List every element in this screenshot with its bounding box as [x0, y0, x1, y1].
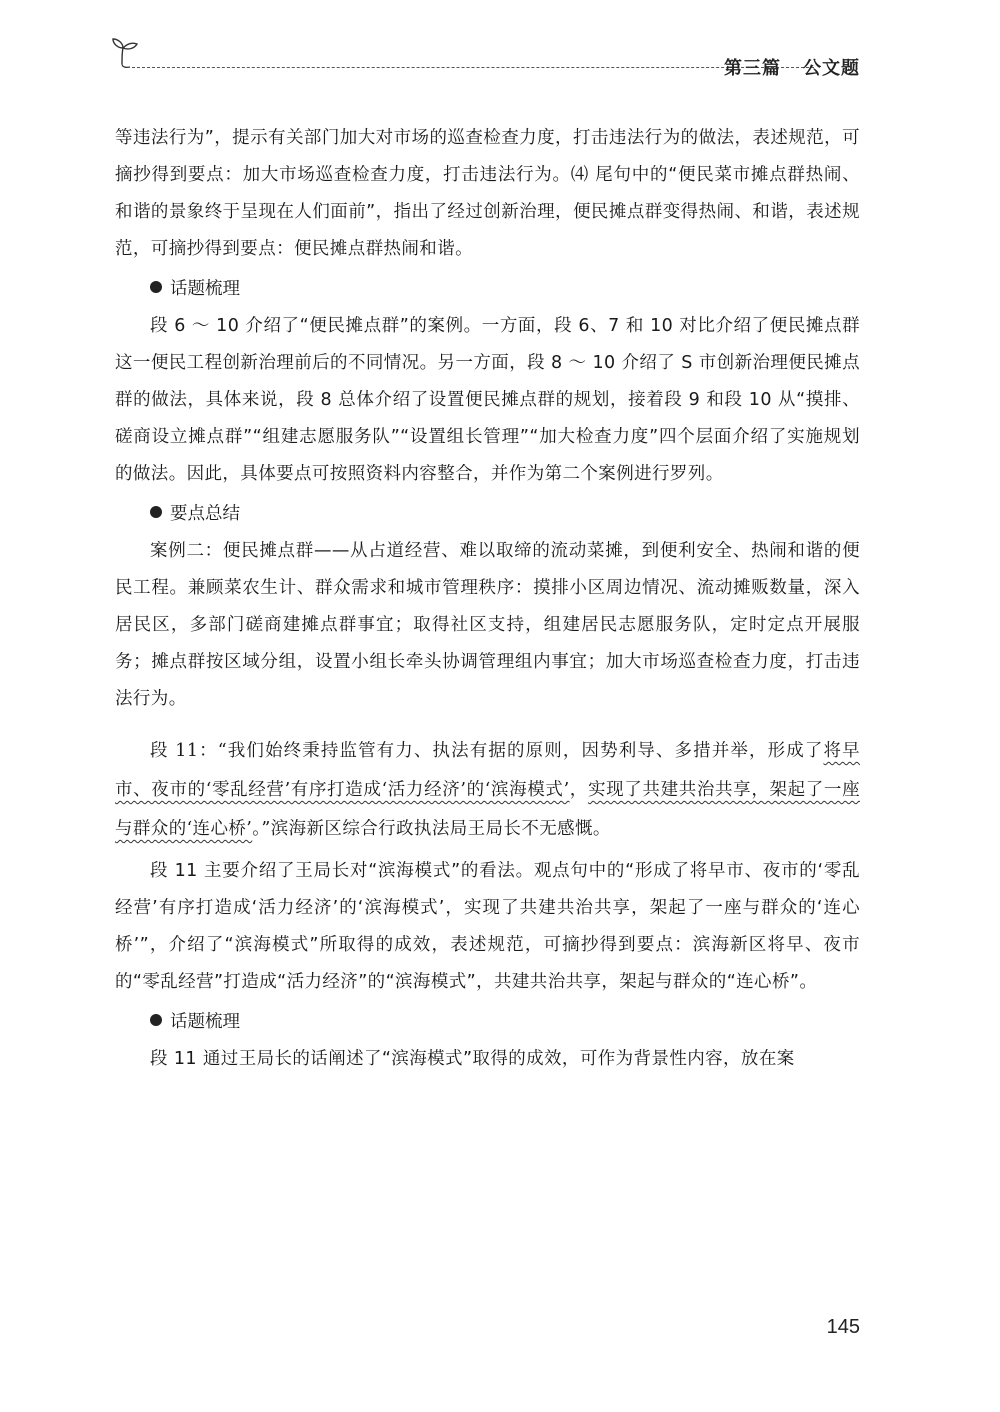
- bullet-icon: [150, 1014, 162, 1026]
- quote-underlined-2: 实现了共建共治共享，架起了一座与群众的‘连心桥’: [115, 780, 860, 839]
- quote-suffix: 。”滨海新区综合行政执法局王局长不无感慨。: [252, 819, 611, 839]
- bullet-label: 话题梳理: [170, 1012, 240, 1032]
- running-header: [110, 28, 860, 78]
- bullet-icon: [150, 281, 162, 293]
- bullet-label: 话题梳理: [170, 279, 240, 299]
- bullet-label: 要点总结: [170, 504, 240, 524]
- quote-mid: ，: [569, 780, 588, 800]
- main-text: [115, 120, 860, 1078]
- quoted-passage: [115, 732, 860, 849]
- part-label: 第三篇: [724, 58, 781, 79]
- page-number: 145: [826, 1316, 860, 1338]
- paragraph-case-two: 案例二：便民摊点群——从占道经营、难以取缔的流动菜摊，到便利安全、热闹和谐的便民工程。兼顾菜农生计、群众需求和城市管理秩序：摸排小区周边情况、流动摊贩数量，深入居民区，多部门磋商建摊点群事宜；取得社区支持，组建居民志愿服务队，定时定点开展服务；摊点群按区域分组，设置小组长牵头协调管理组内事宜；加大市场巡查检查力度，打击违法行为。: [115, 541, 860, 709]
- quote-prefix: 段 11：“我们始终秉持监管有力、执法有据的原则，因势利导、多措并举，形成了: [150, 741, 824, 761]
- paragraph-case-analysis: 段 6 ～ 10 介绍了“便民摊点群”的案例。一方面，段 6、7 和 10 对比介绍了便民摊点群这一便民工程创新治理前后的不同情况。另一方面，段 8 ～ 10 介绍了 S 市创新治理便民摊点群的做法，具体来说，段 8 总体介绍了设置便民摊点群的规划，接着段 9 和段 10 从“摸排、磋商设立摊点群”“组建志愿服务队”“设置组长管理”“加大检查力度”四个层面介绍了实施规划的做法。因此，具体要点可按照资料内容整合，并作为第二个案例进行罗列。: [115, 316, 860, 484]
- bullet-summary: [115, 495, 860, 533]
- header-divider: [132, 67, 814, 68]
- paragraph-model-analysis: 段 11 主要介绍了王局长对“滨海模式”的看法。观点句中的“形成了将早市、夜市的‘零乱经营’有序打造成‘活力经济’的‘滨海模式’，实现了共建共治共享，架起了一座与群众的‘连心桥’”，介绍了“滨海模式”所取得的成效，表述规范，可摘抄得到要点：滨海新区将早、夜市的“零乱经营”打造成“活力经济”的“滨海模式”，共建共治共享，架起与群众的“连心桥”。: [115, 861, 860, 992]
- sprout-icon: [110, 34, 144, 68]
- bullet-topic-sorting-1: [115, 270, 860, 308]
- section-label: 公文题: [803, 58, 860, 79]
- bullet-icon: [150, 506, 162, 518]
- paragraph-continued: 等违法行为”，提示有关部门加大对市场的巡查检查力度，打击违法行为的做法，表述规范，可摘抄得到要点：加大市场巡查检查力度，打击违法行为。⑷ 尾句中的“便民菜市摊点群热闹、和谐的景象终于呈现在人们面前”，指出了经过创新治理，便民摊点群变得热闹、和谐，表述规范，可摘抄得到要点：便民摊点群热闹和谐。: [115, 128, 860, 259]
- bullet-topic-sorting-2: [115, 1003, 860, 1041]
- quote-underlined-1: 将早市、夜市的‘零乱经营’有序打造成‘活力经济’的‘滨海模式’: [115, 741, 860, 800]
- header-title: [724, 54, 860, 80]
- paragraph-background: 段 11 通过王局长的话阐述了“滨海模式”取得的成效，可作为背景性内容，放在案: [150, 1049, 795, 1069]
